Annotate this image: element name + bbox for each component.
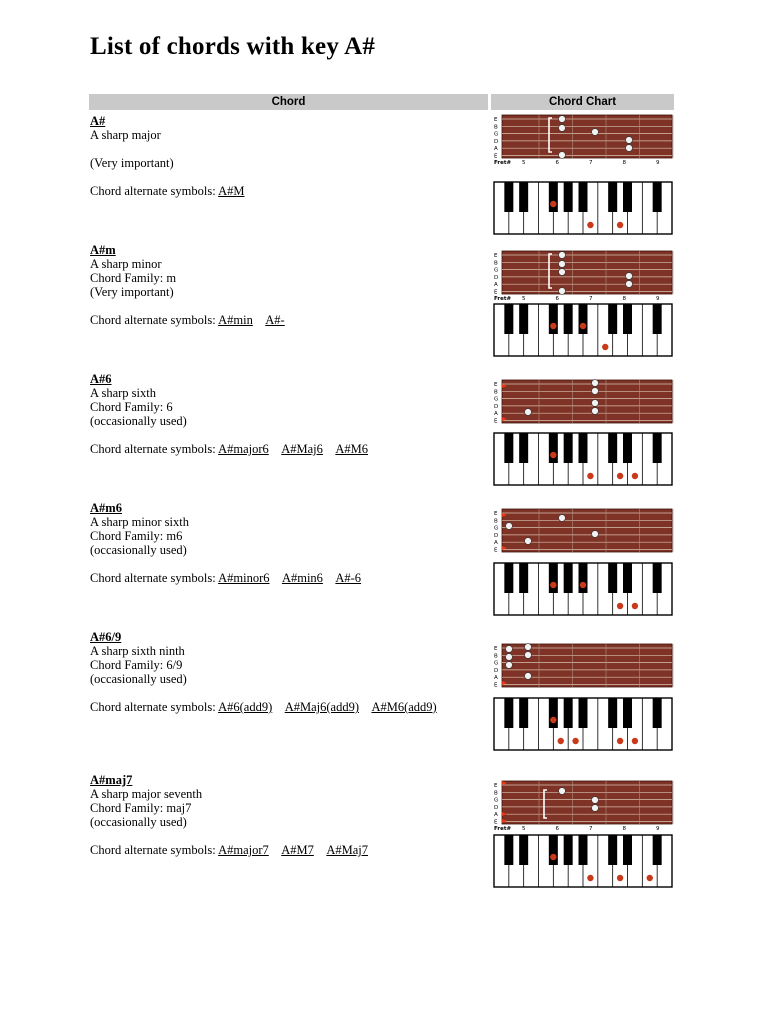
string-label: E bbox=[494, 153, 498, 160]
spacer bbox=[90, 829, 485, 843]
string-label: G bbox=[494, 396, 499, 403]
chord-description-line: (occasionally used) bbox=[90, 543, 187, 557]
note-dot bbox=[550, 717, 556, 723]
alternate-symbol-link[interactable]: A#min bbox=[218, 313, 253, 327]
black-key bbox=[504, 698, 513, 728]
chord-description-line: Chord Family: 6/9 bbox=[90, 658, 183, 672]
string-label: E bbox=[494, 819, 498, 826]
fretboard-body bbox=[502, 251, 672, 294]
chord-entry bbox=[90, 372, 485, 456]
black-key bbox=[623, 563, 632, 593]
black-key bbox=[608, 304, 617, 334]
finger-dot bbox=[506, 654, 513, 661]
guitar-fretboard-diagram bbox=[492, 114, 674, 166]
black-key bbox=[519, 304, 528, 334]
fretboard-body bbox=[502, 509, 672, 552]
black-key bbox=[564, 182, 573, 212]
finger-dot bbox=[592, 805, 599, 812]
black-key bbox=[608, 433, 617, 463]
black-key bbox=[608, 182, 617, 212]
chord-description-line: (Very important) bbox=[90, 156, 174, 170]
fret-number-label: Fret# bbox=[494, 296, 512, 302]
spacer bbox=[90, 170, 485, 184]
note-dot bbox=[617, 473, 623, 479]
black-key bbox=[608, 835, 617, 865]
fret-number: 9 bbox=[656, 826, 660, 832]
alternate-symbols-label: Chord alternate symbols: bbox=[90, 571, 216, 585]
finger-dot bbox=[506, 646, 513, 653]
fret-number: 6 bbox=[555, 160, 559, 166]
finger-dot bbox=[525, 409, 532, 416]
chord-description-line: A sharp sixth bbox=[90, 386, 156, 400]
finger-dot bbox=[559, 788, 566, 795]
string-label: D bbox=[494, 804, 499, 811]
alternate-symbol-link[interactable]: A#M6(add9) bbox=[371, 700, 437, 714]
finger-dot bbox=[626, 273, 633, 280]
chord-entry bbox=[90, 114, 485, 198]
black-key bbox=[504, 304, 513, 334]
chord-description-line: A sharp sixth ninth bbox=[90, 644, 185, 658]
black-key bbox=[549, 835, 558, 865]
finger-dot bbox=[506, 523, 513, 530]
finger-dot bbox=[559, 252, 566, 259]
string-label: A bbox=[494, 675, 498, 682]
chord-description-line: A sharp minor sixth bbox=[90, 515, 189, 529]
black-key bbox=[549, 182, 558, 212]
black-key bbox=[653, 698, 662, 728]
note-dot bbox=[617, 222, 623, 228]
note-dot bbox=[580, 582, 586, 588]
note-dot bbox=[580, 323, 586, 329]
fret-number: 5 bbox=[522, 296, 526, 302]
spacer bbox=[90, 686, 485, 700]
black-key bbox=[519, 698, 528, 728]
string-label: E bbox=[494, 289, 498, 296]
spacer bbox=[90, 299, 485, 313]
note-dot bbox=[587, 473, 593, 479]
string-label: G bbox=[494, 525, 499, 532]
chord-name[interactable]: A#m bbox=[90, 243, 116, 257]
note-dot bbox=[617, 875, 623, 881]
finger-dot bbox=[626, 137, 633, 144]
finger-dot bbox=[525, 538, 532, 545]
black-key bbox=[623, 698, 632, 728]
string-label: D bbox=[494, 667, 499, 674]
fret-number: 8 bbox=[622, 160, 626, 166]
black-key bbox=[504, 433, 513, 463]
note-dot bbox=[558, 738, 564, 744]
string-label: B bbox=[494, 653, 498, 660]
alternate-symbol-link[interactable]: A#M bbox=[218, 184, 245, 198]
finger-dot bbox=[525, 644, 532, 651]
alternate-symbols-label: Chord alternate symbols: bbox=[90, 700, 216, 714]
chord-name[interactable]: A# bbox=[90, 114, 106, 128]
piano-keyboard-diagram bbox=[492, 834, 674, 888]
string-label: B bbox=[494, 260, 498, 267]
alternate-symbols-label: Chord alternate symbols: bbox=[90, 442, 216, 456]
alternate-symbols-label: Chord alternate symbols: bbox=[90, 313, 216, 327]
black-key bbox=[579, 433, 588, 463]
page-title: List of chords with key A# bbox=[90, 33, 376, 60]
alternate-symbol-link[interactable]: A#major6 bbox=[218, 442, 269, 456]
fret-number: 6 bbox=[555, 296, 559, 302]
string-label: A bbox=[494, 282, 498, 289]
chord-description-line: A sharp major seventh bbox=[90, 787, 203, 801]
chord-entry bbox=[90, 773, 485, 857]
string-label: E bbox=[494, 646, 498, 652]
black-key bbox=[519, 433, 528, 463]
table-header bbox=[89, 94, 674, 110]
chord-description-line: (occasionally used) bbox=[90, 672, 187, 686]
black-key bbox=[653, 304, 662, 334]
fret-number: 5 bbox=[522, 160, 526, 166]
guitar-fretboard-diagram bbox=[492, 643, 674, 688]
note-dot bbox=[617, 603, 623, 609]
finger-dot bbox=[559, 515, 566, 522]
black-key bbox=[579, 304, 588, 334]
string-label: D bbox=[494, 403, 499, 410]
guitar-fretboard-diagram bbox=[492, 780, 674, 832]
black-key bbox=[653, 433, 662, 463]
chord-name[interactable]: A#6/9 bbox=[90, 630, 122, 644]
finger-dot bbox=[626, 281, 633, 288]
black-key bbox=[549, 304, 558, 334]
black-key bbox=[504, 182, 513, 212]
note-dot bbox=[632, 603, 638, 609]
fret-number: 9 bbox=[656, 296, 660, 302]
spacer bbox=[90, 557, 485, 571]
black-key bbox=[504, 563, 513, 593]
alternate-symbol-link[interactable]: A#Maj6 bbox=[281, 442, 323, 456]
alternate-symbols bbox=[90, 843, 485, 857]
guitar-fretboard-diagram bbox=[492, 508, 674, 553]
string-label: E bbox=[494, 783, 498, 789]
string-label: G bbox=[494, 660, 499, 667]
string-label: D bbox=[494, 138, 499, 145]
finger-dot bbox=[559, 261, 566, 268]
string-label: E bbox=[494, 418, 498, 424]
alternate-symbols bbox=[90, 442, 485, 456]
black-key bbox=[608, 563, 617, 593]
fretboard-body bbox=[502, 781, 672, 824]
piano-keyboard-diagram bbox=[492, 303, 674, 357]
finger-dot bbox=[592, 408, 599, 415]
fret-number-label: Fret# bbox=[494, 826, 512, 832]
note-dot bbox=[632, 473, 638, 479]
finger-dot bbox=[592, 531, 599, 538]
black-key bbox=[564, 835, 573, 865]
finger-dot bbox=[525, 673, 532, 680]
black-key bbox=[519, 563, 528, 593]
column-header-chord-chart: Chord Chart bbox=[491, 94, 674, 110]
chord-description-line bbox=[90, 142, 485, 156]
piano-keyboard-diagram bbox=[492, 562, 674, 616]
finger-dot bbox=[626, 145, 633, 152]
alternate-symbol-link[interactable]: A#major7 bbox=[218, 843, 269, 857]
note-dot bbox=[572, 738, 578, 744]
black-key bbox=[519, 835, 528, 865]
string-label: B bbox=[494, 518, 498, 525]
finger-dot bbox=[559, 269, 566, 276]
string-label: A bbox=[494, 146, 498, 153]
chord-name[interactable]: A#maj7 bbox=[90, 773, 133, 787]
string-label: A bbox=[494, 411, 498, 418]
finger-dot bbox=[559, 152, 566, 159]
alternate-symbol-link[interactable]: A#-6 bbox=[335, 571, 362, 585]
string-label: D bbox=[494, 274, 499, 281]
note-dot bbox=[550, 323, 556, 329]
chord-description-line: Chord Family: m bbox=[90, 271, 177, 285]
black-key bbox=[653, 182, 662, 212]
string-label: E bbox=[494, 682, 498, 688]
fretboard-body bbox=[502, 115, 672, 158]
column-header-chord: Chord bbox=[89, 94, 488, 110]
black-key bbox=[623, 433, 632, 463]
alternate-symbol-link[interactable]: A#Maj6(add9) bbox=[284, 700, 359, 714]
fret-number: 6 bbox=[555, 826, 559, 832]
black-key bbox=[608, 698, 617, 728]
black-key bbox=[564, 433, 573, 463]
string-label: E bbox=[494, 511, 498, 517]
guitar-fretboard-diagram bbox=[492, 379, 674, 424]
fret-number: 7 bbox=[589, 160, 593, 166]
black-key bbox=[504, 835, 513, 865]
string-label: B bbox=[494, 124, 498, 131]
black-key bbox=[549, 563, 558, 593]
note-dot bbox=[550, 452, 556, 458]
alternate-symbols bbox=[90, 313, 485, 327]
note-dot bbox=[647, 875, 653, 881]
alternate-symbol-link[interactable]: A#Maj7 bbox=[326, 843, 368, 857]
chord-description-line: Chord Family: 6 bbox=[90, 400, 173, 414]
finger-dot bbox=[559, 288, 566, 295]
note-dot bbox=[587, 875, 593, 881]
note-dot bbox=[632, 738, 638, 744]
string-label: D bbox=[494, 532, 499, 539]
chord-name[interactable]: A#6 bbox=[90, 372, 112, 386]
finger-dot bbox=[559, 116, 566, 123]
black-key bbox=[579, 835, 588, 865]
chord-name[interactable]: A#m6 bbox=[90, 501, 122, 515]
alternate-symbols bbox=[90, 571, 485, 585]
chord-description-line: (Very important) bbox=[90, 285, 174, 299]
note-dot bbox=[550, 201, 556, 207]
black-key bbox=[549, 433, 558, 463]
string-label: E bbox=[494, 117, 498, 123]
chord-description-line: A sharp minor bbox=[90, 257, 162, 271]
black-key bbox=[579, 563, 588, 593]
finger-dot bbox=[592, 400, 599, 407]
string-label: A bbox=[494, 812, 498, 819]
black-key bbox=[579, 182, 588, 212]
chord-description-line: Chord Family: m6 bbox=[90, 529, 183, 543]
black-key bbox=[653, 563, 662, 593]
black-key bbox=[579, 698, 588, 728]
string-label: G bbox=[494, 267, 499, 274]
fret-number: 9 bbox=[656, 160, 660, 166]
alternate-symbols-label: Chord alternate symbols: bbox=[90, 843, 216, 857]
piano-keyboard-diagram bbox=[492, 181, 674, 235]
black-key bbox=[623, 304, 632, 334]
string-label: E bbox=[494, 547, 498, 553]
finger-dot bbox=[506, 662, 513, 669]
finger-dot bbox=[525, 652, 532, 659]
chord-description-line: Chord Family: maj7 bbox=[90, 801, 192, 815]
black-key bbox=[519, 182, 528, 212]
note-dot bbox=[602, 344, 608, 350]
finger-dot bbox=[592, 388, 599, 395]
string-label: B bbox=[494, 790, 498, 797]
note-dot bbox=[617, 738, 623, 744]
piano-keyboard-diagram bbox=[492, 432, 674, 486]
alternate-symbol-link[interactable]: A#M7 bbox=[281, 843, 314, 857]
fret-number: 5 bbox=[522, 826, 526, 832]
note-dot bbox=[587, 222, 593, 228]
fret-number: 8 bbox=[622, 826, 626, 832]
guitar-fretboard-diagram bbox=[492, 250, 674, 302]
string-label: B bbox=[494, 389, 498, 396]
black-key bbox=[564, 698, 573, 728]
string-label: G bbox=[494, 797, 499, 804]
fret-number: 8 bbox=[622, 296, 626, 302]
note-dot bbox=[550, 582, 556, 588]
fret-number: 7 bbox=[589, 826, 593, 832]
chord-description-line: (occasionally used) bbox=[90, 414, 187, 428]
black-key bbox=[564, 563, 573, 593]
alternate-symbols bbox=[90, 184, 485, 198]
chord-description-line: (occasionally used) bbox=[90, 815, 187, 829]
finger-dot bbox=[592, 129, 599, 136]
black-key bbox=[549, 698, 558, 728]
string-label: A bbox=[494, 540, 498, 547]
alternate-symbol-link[interactable]: A#min6 bbox=[281, 571, 323, 585]
chord-entry bbox=[90, 630, 485, 714]
black-key bbox=[564, 304, 573, 334]
string-label: E bbox=[494, 382, 498, 388]
note-dot bbox=[550, 854, 556, 860]
string-label: E bbox=[494, 253, 498, 259]
alternate-symbol-link[interactable]: A#6(add9) bbox=[218, 700, 273, 714]
alternate-symbol-link[interactable]: A#- bbox=[265, 313, 285, 327]
finger-dot bbox=[592, 797, 599, 804]
chord-entry bbox=[90, 243, 485, 327]
alternate-symbol-link[interactable]: A#M6 bbox=[335, 442, 368, 456]
alternate-symbol-link[interactable]: A#minor6 bbox=[218, 571, 270, 585]
alternate-symbols bbox=[90, 700, 485, 714]
piano-keyboard-diagram bbox=[492, 697, 674, 751]
fret-number-label: Fret# bbox=[494, 160, 512, 166]
chord-entry bbox=[90, 501, 485, 585]
finger-dot bbox=[592, 380, 599, 387]
finger-dot bbox=[559, 125, 566, 132]
spacer bbox=[90, 428, 485, 442]
alternate-symbols-label: Chord alternate symbols: bbox=[90, 184, 216, 198]
black-key bbox=[653, 835, 662, 865]
black-key bbox=[623, 182, 632, 212]
fretboard-body bbox=[502, 380, 672, 423]
chord-description-line: A sharp major bbox=[90, 128, 161, 142]
black-key bbox=[623, 835, 632, 865]
fret-number: 7 bbox=[589, 296, 593, 302]
string-label: G bbox=[494, 131, 499, 138]
